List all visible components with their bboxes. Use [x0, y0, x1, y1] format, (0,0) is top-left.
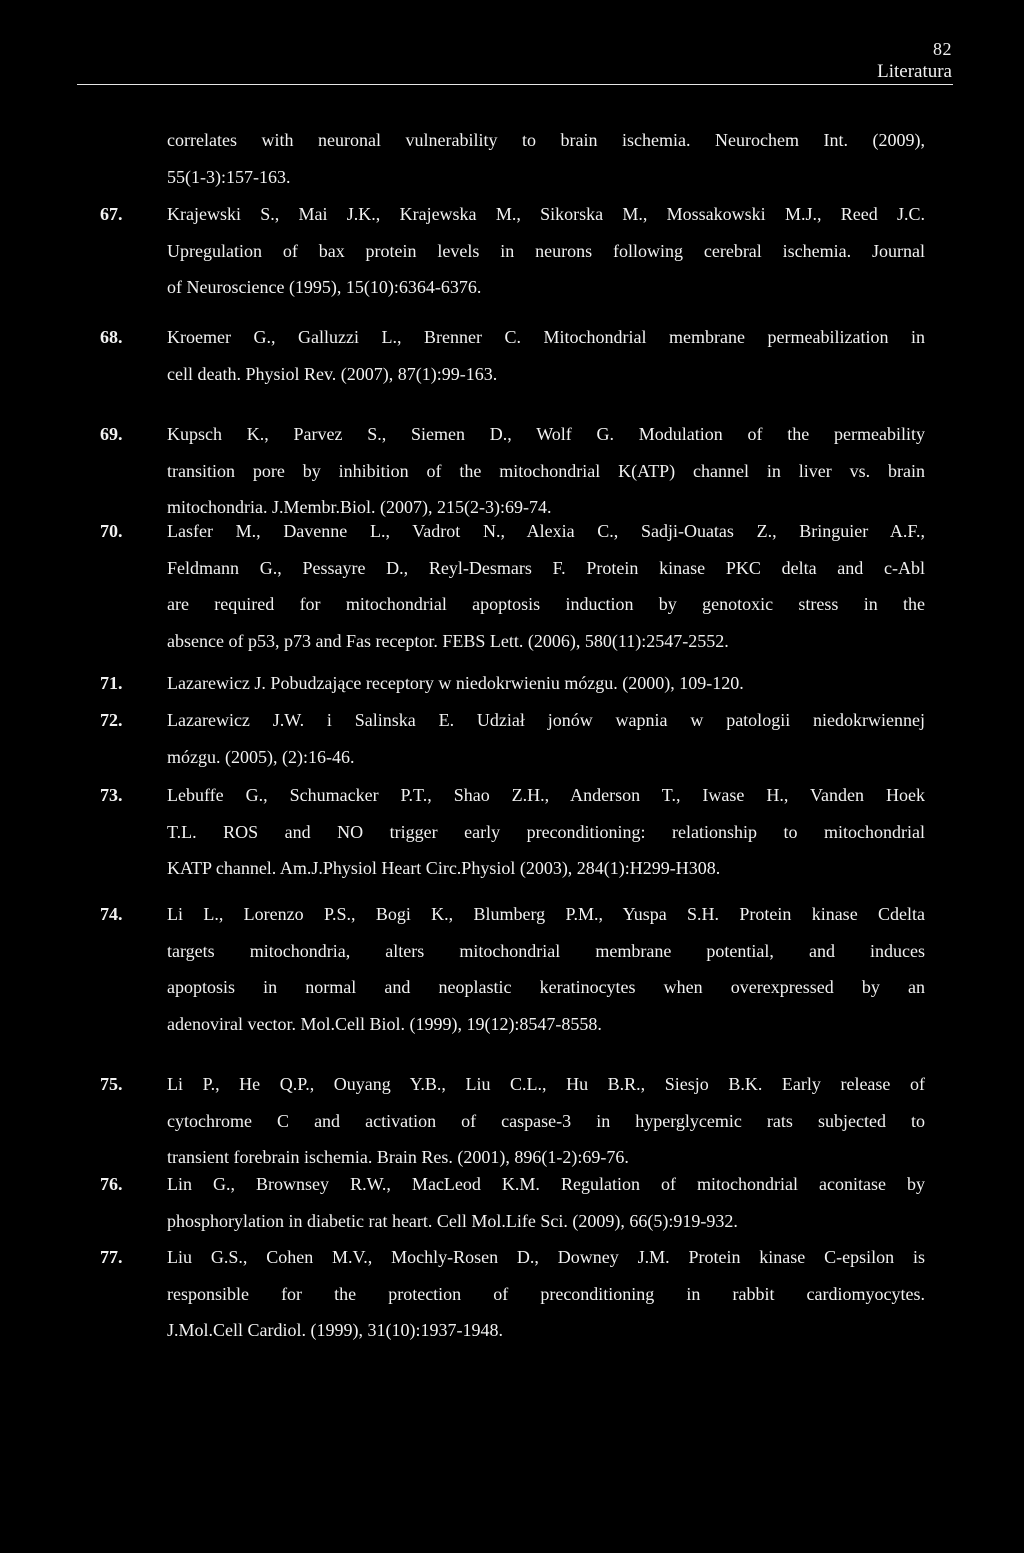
reference-line: Kroemer G., Galluzzi L., Brenner C. Mitochondrial membrane permeabilization in — [167, 327, 925, 347]
reference-number: 72. — [100, 710, 123, 730]
reference-line: cell death. Physiol Rev. (2007), 87(1):99-163. — [167, 364, 498, 384]
reference-line: adenoviral vector. Mol.Cell Biol. (1999), 19(12):8547-8558. — [167, 1014, 602, 1034]
reference-number: 67. — [100, 204, 123, 224]
reference-line: correlates with neuronal vulnerability to brain ischemia. Neurochem Int. (2009), — [167, 130, 925, 150]
reference-number: 77. — [100, 1247, 123, 1267]
reference-number: 76. — [100, 1174, 123, 1194]
reference-line: phosphorylation in diabetic rat heart. Cell Mol.Life Sci. (2009), 66(5):919-932. — [167, 1211, 738, 1231]
reference-line: 55(1-3):157-163. — [167, 167, 291, 187]
reference-line: Lebuffe G., Schumacker P.T., Shao Z.H., Anderson T., Iwase H., Vanden Hoek — [167, 785, 925, 805]
page-number: 82 — [933, 39, 952, 59]
reference-line: Feldmann G., Pessayre D., Reyl-Desmars F. Protein kinase PKC delta and c-Abl — [167, 558, 925, 578]
reference-line: are required for mitochondrial apoptosis induction by genotoxic stress in the — [167, 594, 925, 614]
reference-line: T.L. ROS and NO trigger early preconditioning: relationship to mitochondrial — [167, 822, 925, 842]
reference-number: 68. — [100, 327, 123, 347]
reference-line: Lasfer M., Davenne L., Vadrot N., Alexia C., Sadji-Ouatas Z., Bringuier A.F., — [167, 521, 925, 541]
reference-line: absence of p53, p73 and Fas receptor. FEBS Lett. (2006), 580(11):2547-2552. — [167, 631, 729, 651]
reference-line: mózgu. (2005), (2):16-46. — [167, 747, 355, 767]
reference-line: Lazarewicz J. Pobudzające receptory w niedokrwieniu mózgu. (2000), 109-120. — [167, 673, 744, 693]
reference-line: Kupsch K., Parvez S., Siemen D., Wolf G. Modulation of the permeability — [167, 424, 925, 444]
reference-line: KATP channel. Am.J.Physiol Heart Circ.Physiol (2003), 284(1):H299-H308. — [167, 858, 721, 878]
header-rule — [77, 84, 953, 85]
reference-line: Upregulation of bax protein levels in neurons following cerebral ischemia. Journal — [167, 241, 925, 261]
reference-line: Lazarewicz J.W. i Salinska E. Udział jonów wapnia w patologii niedokrwiennej — [167, 710, 925, 730]
reference-line: Li L., Lorenzo P.S., Bogi K., Blumberg P.M., Yuspa S.H. Protein kinase Cdelta — [167, 904, 925, 924]
reference-line: mitochondria. J.Membr.Biol. (2007), 215(2-3):69-74. — [167, 497, 552, 517]
reference-line: transient forebrain ischemia. Brain Res. (2001), 896(1-2):69-76. — [167, 1147, 629, 1167]
reference-number: 70. — [100, 521, 123, 541]
reference-line: Lin G., Brownsey R.W., MacLeod K.M. Regulation of mitochondrial aconitase by — [167, 1174, 925, 1194]
reference-line: of Neuroscience (1995), 15(10):6364-6376. — [167, 277, 482, 297]
reference-line: cytochrome C and activation of caspase-3 in hyperglycemic rats subjected to — [167, 1111, 925, 1131]
reference-line: Liu G.S., Cohen M.V., Mochly-Rosen D., Downey J.M. Protein kinase C-epsilon is — [167, 1247, 925, 1267]
section-title: Literatura — [877, 61, 952, 82]
reference-number: 75. — [100, 1074, 123, 1094]
reference-number: 74. — [100, 904, 123, 924]
reference-line: J.Mol.Cell Cardiol. (1999), 31(10):1937-1948. — [167, 1320, 503, 1340]
reference-line: transition pore by inhibition of the mitochondrial K(ATP) channel in liver vs. brain — [167, 461, 925, 481]
reference-number: 69. — [100, 424, 123, 444]
reference-line: apoptosis in normal and neoplastic keratinocytes when overexpressed by an — [167, 977, 925, 997]
reference-number: 71. — [100, 673, 123, 693]
reference-line: Krajewski S., Mai J.K., Krajewska M., Sikorska M., Mossakowski M.J., Reed J.C. — [167, 204, 925, 224]
reference-line: responsible for the protection of preconditioning in rabbit cardiomyocytes. — [167, 1284, 925, 1304]
reference-number: 73. — [100, 785, 123, 805]
reference-line: targets mitochondria, alters mitochondrial membrane potential, and induces — [167, 941, 925, 961]
reference-line: Li P., He Q.P., Ouyang Y.B., Liu C.L., Hu B.R., Siesjo B.K. Early release of — [167, 1074, 925, 1094]
